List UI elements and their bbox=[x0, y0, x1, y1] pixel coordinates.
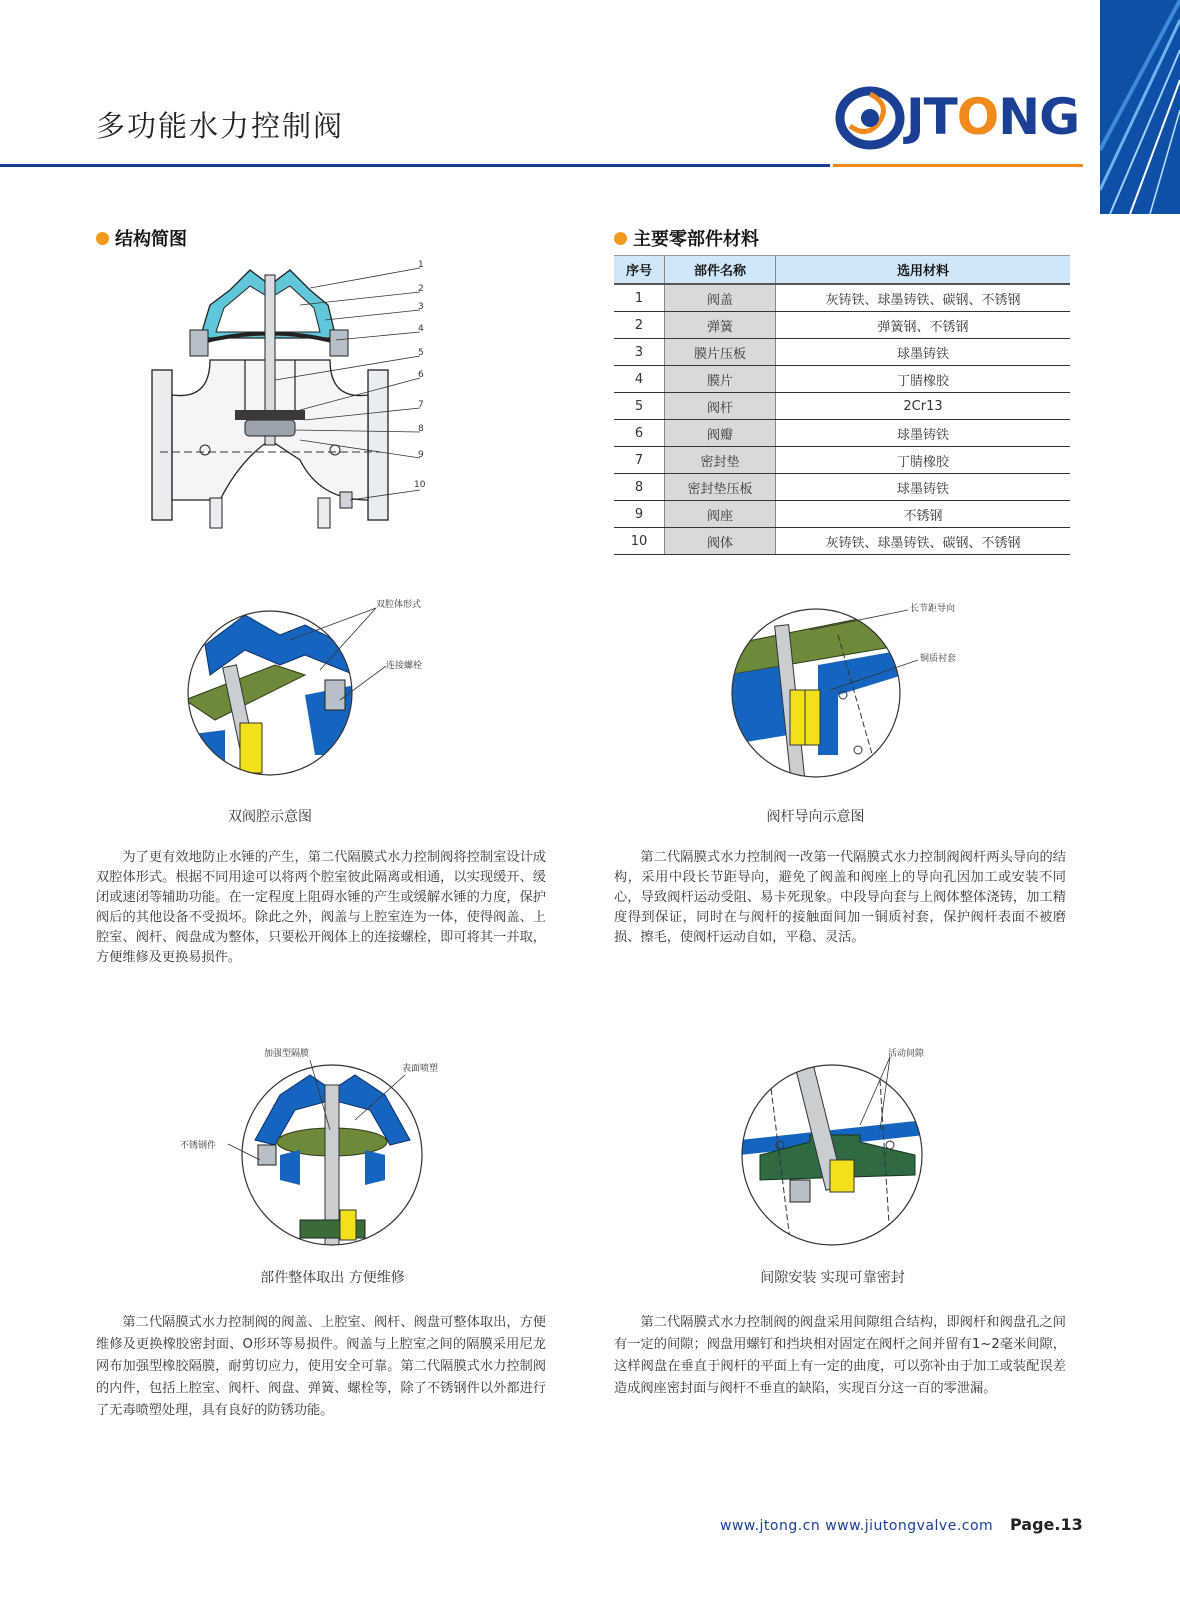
cell-no: 8 bbox=[614, 474, 665, 501]
cell-name: 密封垫压板 bbox=[665, 474, 776, 501]
structure-heading-text: 结构简图 bbox=[115, 229, 187, 250]
table-row bbox=[614, 366, 1070, 393]
cell-material: 灰铸铁、球墨铸铁、碳钢、不锈钢 bbox=[776, 528, 1071, 555]
table-row bbox=[614, 474, 1070, 501]
cell-name: 阀杆 bbox=[665, 393, 776, 420]
paragraph-clearance: 第二代隔膜式水力控制阀的阀盘采用间隙组合结构，即阀杆和阀盘孔之间有一定的间隙；阀盘用螺钉和挡块相对固定在阀杆之间并留有1~2毫米间隙，这样阀盘在垂直于阀杆的平面上有一定的曲度，可以弥补由于加工或装配误差造成阀座密封面与阀杆不垂直的缺陷，实现百分这一百的零泄漏。 bbox=[614, 1315, 1066, 1396]
label-connecting-bolt: 连接螺栓 bbox=[386, 661, 423, 671]
col-header-name: 部件名称 bbox=[665, 256, 776, 285]
table-row bbox=[614, 420, 1070, 447]
callout-5: 5 bbox=[418, 348, 424, 358]
cell-material: 球墨铸铁 bbox=[776, 474, 1071, 501]
header-rule-orange bbox=[833, 164, 1083, 167]
table-row bbox=[614, 501, 1070, 528]
col-header-material: 选用材料 bbox=[776, 256, 1071, 285]
structure-heading bbox=[96, 225, 187, 251]
paragraph-whole-removal: 第二代隔膜式水力控制阀的阀盖、上腔室、阀杆、阀盘可整体取出，方便维修及更换橡胶密封面、O形环等易损件。阀盖与上腔室之间的隔膜采用尼龙网布加强型橡胶隔膜，耐剪切应力，使用安全可靠。第二代隔膜式水力控制阀的内件，包括上腔室、阀杆、阀盘、弹簧、螺栓等，除了不锈钢件以外都进行了无毒喷塑处理，具有良好的防锈功能。 bbox=[96, 1315, 546, 1418]
caption-clearance: 间隙安装 实现可靠密封 bbox=[760, 1270, 905, 1286]
paragraph-dual-chamber: 为了更有效地防止水锤的产生，第二代隔膜式水力控制阀将控制室设计成双腔体形式。根据不同用途可以将两个腔室彼此隔离或相通，以实现缓开、缓闭或速闭等辅助功能。在一定程度上阻碍水锤的产生或缓解水锤的力度，保护阀后的其他设备不受损坏。除此之外，阀盖与上腔室连为一体，使得阀盖、上腔室、阀杆、阀盘成为整体，只要松开阀体上的连接螺栓，即可将其一并取，方便维修及更换易损件。 bbox=[96, 850, 546, 965]
cell-no: 4 bbox=[614, 366, 665, 393]
detail2-leaders bbox=[790, 600, 970, 700]
cell-no: 9 bbox=[614, 501, 665, 528]
label-surface-coating: 表面喷塑 bbox=[402, 1064, 439, 1074]
callout-1: 1 bbox=[418, 260, 424, 270]
cell-no: 7 bbox=[614, 447, 665, 474]
cell-name: 阀盖 bbox=[665, 284, 776, 312]
cell-material: 丁腈橡胶 bbox=[776, 366, 1071, 393]
cell-no: 2 bbox=[614, 312, 665, 339]
cell-name: 膜片压板 bbox=[665, 339, 776, 366]
page-title: 多功能水力控制阀 bbox=[96, 109, 345, 143]
cell-no: 5 bbox=[614, 393, 665, 420]
callout-6: 6 bbox=[418, 370, 424, 380]
cell-no: 6 bbox=[614, 420, 665, 447]
table-row bbox=[614, 447, 1070, 474]
label-stainless-part: 不锈钢件 bbox=[180, 1141, 217, 1151]
cell-no: 10 bbox=[614, 528, 665, 555]
label-copper-bushing: 铜质衬套 bbox=[920, 654, 957, 664]
cell-material: 球墨铸铁 bbox=[776, 420, 1071, 447]
table-row bbox=[614, 339, 1070, 366]
col-header-no: 序号 bbox=[614, 256, 665, 285]
label-long-pitch-guide: 长节距导向 bbox=[910, 604, 956, 614]
cell-name: 阀瓣 bbox=[665, 420, 776, 447]
footer-urls[interactable]: www.jtong.cn www.jiutongvalve.com bbox=[720, 1518, 994, 1534]
bullet-icon bbox=[614, 232, 627, 245]
cell-no: 1 bbox=[614, 284, 665, 312]
page-number: Page.13 bbox=[1010, 1515, 1083, 1534]
label-clearance: 活动间隙 bbox=[888, 1049, 925, 1059]
materials-table-wrap bbox=[614, 255, 1070, 555]
paragraph-stem-guide: 第二代隔膜式水力控制阀一改第一代隔膜式水力控制阀阀杆两头导向的结构，采用中段长节距导向，避免了阀盖和阀座上的导向孔因加工或安装不同心，导致阀杆运动受阻、易卡死现象。中段导向套与上阀体整体浇铸，加工精度得到保证，同时在与阀杆的接触面间加一铜质衬套，保护阀杆表面不被磨损、擦毛，使阀杆运动自如，平稳、灵活。 bbox=[614, 850, 1066, 945]
cell-material: 2Cr13 bbox=[776, 393, 1071, 420]
callout-3: 3 bbox=[418, 302, 424, 312]
materials-table bbox=[614, 255, 1070, 555]
cell-material: 丁腈橡胶 bbox=[776, 447, 1071, 474]
header-rule-blue bbox=[0, 164, 830, 167]
caption-stem-guide: 阀杆导向示意图 bbox=[766, 809, 865, 825]
table-row bbox=[614, 528, 1070, 555]
callout-8: 8 bbox=[418, 424, 424, 434]
cell-name: 膜片 bbox=[665, 366, 776, 393]
callout-2: 2 bbox=[418, 284, 424, 294]
cell-name: 阀座 bbox=[665, 501, 776, 528]
cell-no: 3 bbox=[614, 339, 665, 366]
cell-material: 弹簧钢、不锈钢 bbox=[776, 312, 1071, 339]
cell-name: 阀体 bbox=[665, 528, 776, 555]
caption-dual-chamber: 双阀腔示意图 bbox=[228, 809, 312, 825]
cell-name: 密封垫 bbox=[665, 447, 776, 474]
jtong-logo bbox=[830, 80, 1090, 155]
table-header-row bbox=[614, 256, 1070, 285]
callout-10: 10 bbox=[414, 480, 426, 490]
detail4-leaders bbox=[840, 1055, 940, 1135]
bullet-icon bbox=[96, 232, 109, 245]
cell-material: 灰铸铁、球墨铸铁、碳钢、不锈钢 bbox=[776, 284, 1071, 312]
callout-7: 7 bbox=[418, 400, 424, 410]
detail3-leaders bbox=[180, 1050, 460, 1170]
caption-whole-removal: 部件整体取出 方便维修 bbox=[260, 1270, 405, 1286]
table-row bbox=[614, 284, 1070, 312]
logo-wordmark: JTONG bbox=[906, 88, 1080, 146]
label-reinforced-diaphragm: 加强型隔膜 bbox=[264, 1049, 310, 1059]
valve-structure-diagram bbox=[150, 260, 440, 550]
callout-4: 4 bbox=[418, 324, 424, 334]
cell-name: 弹簧 bbox=[665, 312, 776, 339]
cell-material: 球墨铸铁 bbox=[776, 339, 1071, 366]
cell-material: 不锈钢 bbox=[776, 501, 1071, 528]
detail1-leaders bbox=[280, 600, 440, 720]
label-dual-chamber: 双腔体形式 bbox=[376, 600, 422, 610]
materials-heading-text: 主要零部件材料 bbox=[633, 229, 759, 250]
callout-9: 9 bbox=[418, 450, 424, 460]
table-row bbox=[614, 312, 1070, 339]
corner-decoration bbox=[1100, 0, 1180, 214]
table-row bbox=[614, 393, 1070, 420]
materials-heading bbox=[614, 225, 759, 251]
